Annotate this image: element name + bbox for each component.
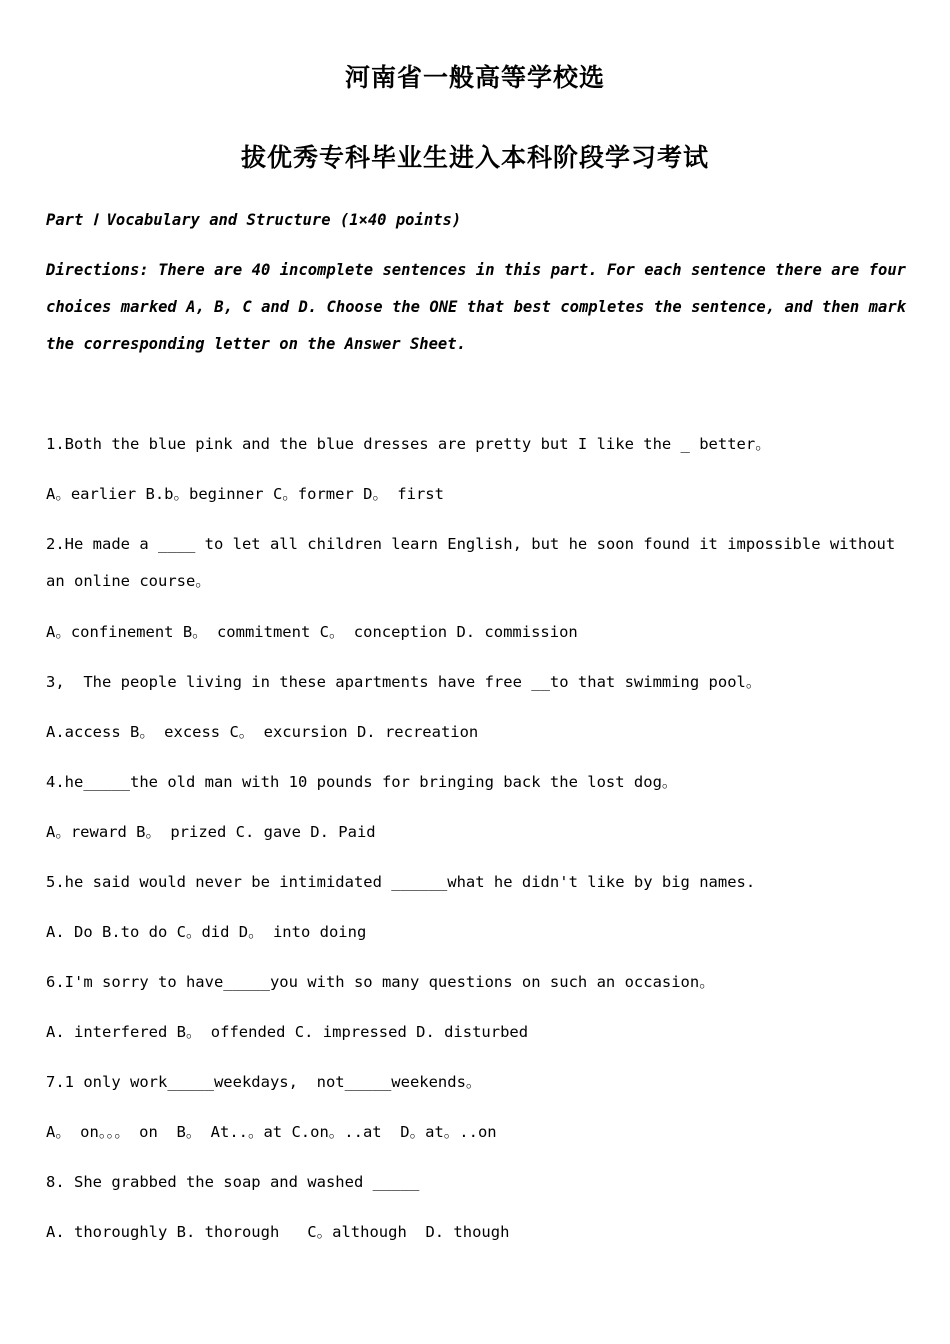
question-stem-1: 1.Both the blue pink and the blue dresses are pretty but I like the _ better。 (46, 435, 771, 453)
question-stem-8: 8. She grabbed the soap and washed _____ (46, 1173, 420, 1191)
question-options-3: A.access B。 excess C。 excursion D. recreation (46, 723, 479, 741)
question-options-6: A. interfered B。 offended C. impressed D. disturbed (46, 1023, 529, 1041)
question-options-2: A。confinement B。 commitment C。 conception D. commission (46, 623, 578, 641)
exam-title-line-2: 拔优秀专科毕业生进入本科阶段学习考试 (240, 143, 709, 172)
question-stem-4: 4.he_____the old man with 10 pounds for bringing back the lost dog。 (46, 773, 678, 791)
exam-title-line-1: 河南省一般高等学校选 (344, 63, 605, 92)
question-stem-2: 2.He made a ____ to let all children learn English, but he soon found it impossible without an online course。 (46, 535, 905, 590)
question-stem-7: 7.1 only work_____weekdays, not_____weekends。 (46, 1073, 482, 1091)
question-stem-6: 6.I'm sorry to have_____you with so many questions on such an occasion。 (46, 973, 715, 991)
question-options-4: A。reward B。 prized C. gave D. Paid (46, 823, 376, 841)
question-options-1: A。earlier B.b。beginner C。former D。 first (46, 485, 444, 503)
part-heading: Part Ⅰ Vocabulary and Structure (1×40 points) (46, 211, 462, 229)
question-options-7: A。 on。。。 on B。 At..。at C.on。..at D。at。..on (46, 1123, 497, 1141)
question-stem-5: 5.he said would never be intimidated ______what he didn't like by big names. (46, 873, 756, 891)
question-options-8: A. thoroughly B. thorough C。although D. though (46, 1223, 510, 1241)
question-options-5: A. Do B.to do C。did D。 into doing (46, 923, 367, 941)
directions-text: Directions: There are 40 incomplete sentences in this part. For each sentence there are four choices marked A, B, C and D. Choose the ONE that best completes the sentence, and then mark the corresponding letter on the Answer Sheet. (46, 261, 906, 353)
question-stem-3: 3, The people living in these apartments have free __to that swimming pool。 (46, 673, 762, 691)
